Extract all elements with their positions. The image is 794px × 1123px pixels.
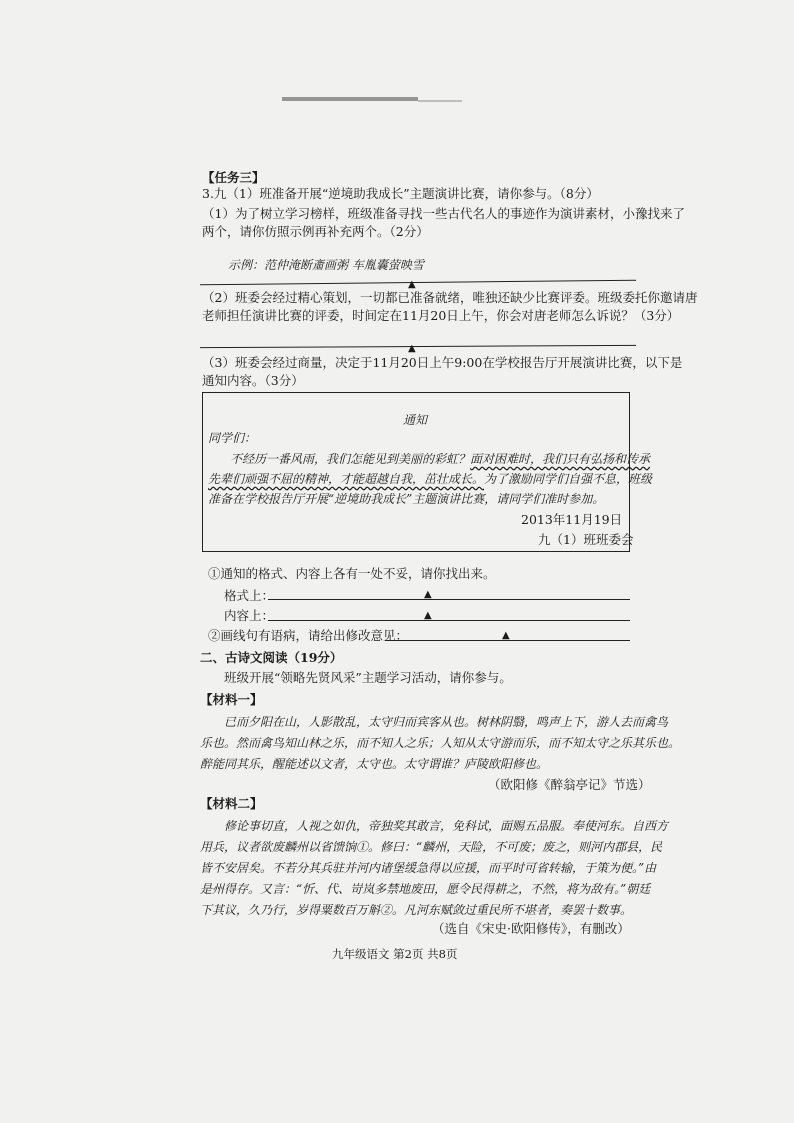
material-1-line2: 乐也。然而禽鸟知山林之乐，而不知人之乐；人知从太守游而乐，而不知太守之乐其乐也。 [200,736,681,750]
question-3: 3.九（1）班准备开展“逆境助我成长”主题演讲比赛，请你参与。（8分） [202,186,599,201]
page-footer: 九年级语文 第2页 共8页 [332,947,458,961]
notice-body-line1 [230,451,650,467]
notice-title: 通知 [403,413,428,427]
material-1-source: （欧阳修《醉翁亭记》节选） [488,777,651,792]
sub-question-1-line2: 两个，请你仿照示例再补充两个。（2分） [202,224,429,239]
format-answer-marker: ▲ [424,589,432,600]
material-2-line3: 皆不安居矣。不若分其兵驻并河内诸堡缓急得以应援，而平时可省转输，于策为便。”由 [200,861,657,875]
underlined-sentence-part2: 先辈们顽强不屈的精神，才能超越自我，茁壮成长。 [208,472,485,486]
notice-question-1: ①通知的格式、内容上各有一处不妥，请你找出来。 [208,566,496,581]
notice-body-line2 [208,471,652,487]
material-2-line2: 用兵，议者欲废麟州以省馈饷①。修曰：“麟州，天险，不可废；废之，则河内郡县，民 [200,840,663,854]
notice-question-2: ②画线句有语病，请给出修改意见： [208,628,409,643]
answer-marker-1: ▲ [408,279,416,290]
content-answer-marker: ▲ [424,610,432,621]
section-2-intro: 班级开展“领略先贤风采”主题学习活动，请你参与。 [224,670,512,685]
scan-artifact [282,97,418,101]
material-1-line1: 已而夕阳在山，人影散乱，太守归而宾客从也。树林阴翳，鸣声上下，游人去而禽鸟 [224,715,669,729]
notice-body-2b: 为了激励同学们自强不息，班级 [484,472,653,486]
notice-body-1a: 不经历一番风雨，我们怎能见到美丽的彩虹？ [230,452,471,466]
sub-question-2-line2: 老师担任演讲比赛的评委，时间定在11月20日上午，你会对唐老师怎么诉说？（3分） [202,308,680,323]
material-1-title: 【材料一】 [200,692,263,707]
section-2-heading: 二、古诗文阅读（19分） [200,650,343,665]
sub-question-3-line2: 通知内容。（3分） [202,373,304,388]
sub-question-3-line1: （3）班委会经过商量，决定于11月20日上午9:00在学校报告厅开展演讲比赛，以下是 [202,355,683,370]
notice-body-line3: 准备在学校报告厅开展“逆境助我成长”主题演讲比赛，请同学们准时参加。 [208,492,605,506]
material-2-source: （选自《宋史·欧阳修传》，有删改） [432,921,630,936]
material-2-line1: 修论事切直，人视之如仇，帝独奖其敢言，免科试，面赐五品服。奉使河东。自西方 [224,819,669,833]
format-answer-line [268,599,630,600]
sub-question-1-line1: （1）为了树立学习榜样，班级准备寻找一些古代名人的事迹作为演讲素材，小豫找来了 [202,206,685,221]
scan-artifact-2 [418,100,462,102]
underlined-sentence-part1: 面对困难时，我们只有弘扬和传承 [470,452,651,466]
content-answer-line [268,620,630,621]
task-heading: 【任务三】 [202,170,265,185]
answer-line-2 [200,345,636,348]
answer-marker-2: ▲ [408,343,416,354]
notice-greeting: 同学们： [208,431,257,445]
answer-line-1 [200,280,636,286]
example-line: 示例：范仲淹断齑画粥 车胤囊萤映雪 [228,258,424,272]
material-2-line4: 是州得存。又言：“忻、代、岢岚多禁地废田，愿令民得耕之，不然，将为敌有。”朝廷 [200,882,651,896]
revision-answer-marker: ▲ [502,630,510,641]
notice-date: 2013年11月19日 [521,512,623,527]
content-label: 内容上： [224,608,275,623]
sub-question-2-line1: （2）班委会经过精心策划，一切都已准备就绪，唯独还缺少比赛评委。班级委托你邀请唐 [202,290,698,305]
material-2-line5: 下其议，久乃行，岁得粟数百万斛②。凡河东赋敛过重民所不堪者，奏罢十数事。 [200,903,633,917]
material-1-line3: 醉能同其乐，醒能述以文者，太守也。太守谓谁？庐陵欧阳修也。 [200,757,549,771]
notice-signer: 九（1）班班委会 [538,532,634,547]
format-label: 格式上： [224,588,275,603]
material-2-title: 【材料二】 [200,796,263,811]
